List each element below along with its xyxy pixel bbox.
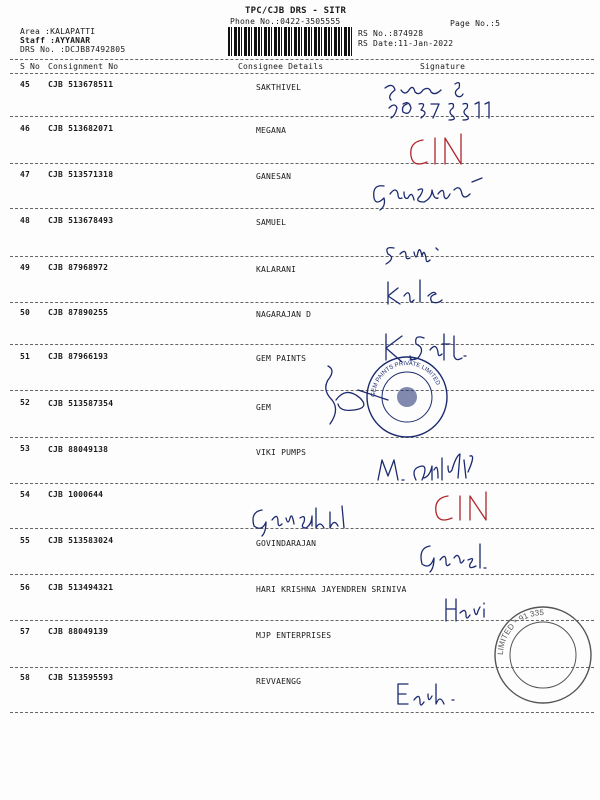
row-divider — [10, 344, 594, 345]
row-divider — [10, 256, 594, 257]
consignment-no: CJB 513587354 — [48, 399, 114, 408]
row-divider — [10, 163, 594, 164]
consignee-name: REVVAENGG — [256, 677, 302, 686]
area-label: Area :KALAPATTI — [20, 27, 96, 36]
consignment-no: CJB 513595593 — [48, 673, 114, 682]
consignment-no: CJB 513682071 — [48, 124, 114, 133]
s-no: 53 — [20, 444, 31, 453]
consignment-no: CJB 513494321 — [48, 583, 114, 592]
consignee-name: GANESAN — [256, 172, 292, 181]
column-header-consignment: Consignment No — [48, 62, 119, 71]
s-no: 57 — [20, 627, 31, 636]
consignment-no: CJB 513583024 — [48, 536, 114, 545]
gem-paints-stamp — [362, 352, 452, 442]
svg-text:GEM PAINTS PRIVATE LIMITED: GEM PAINTS PRIVATE LIMITED — [370, 360, 441, 398]
consignee-name: SAMUEL — [256, 218, 287, 227]
signature-47 — [368, 178, 498, 213]
consignee-name: SAKTHIVEL — [256, 83, 302, 92]
consignee-name: HARI KRISHNA JAYENDREN SRINIVA — [256, 585, 407, 594]
staff-label: Staff :AYYANAR — [20, 36, 91, 45]
signature-48 — [380, 238, 450, 268]
column-header-s-no: S No — [20, 62, 41, 71]
s-no: 56 — [20, 583, 31, 592]
consignee-name: MEGANA — [256, 126, 287, 135]
row-divider — [10, 574, 594, 575]
consignee-name: GEM PAINTS — [256, 354, 307, 363]
column-header-consignee: Consignee Details — [238, 62, 324, 71]
consignee-name: MJP ENTERPRISES — [256, 631, 332, 640]
consignee-name: KALARANI — [256, 265, 297, 274]
signature-53 — [372, 452, 482, 492]
mjp-enterprises-stamp — [488, 600, 598, 710]
column-header-signature: Signature — [420, 62, 466, 71]
s-no: 50 — [20, 308, 31, 317]
header-bottom-rule — [10, 73, 594, 74]
consignment-no: CJB 88049138 — [48, 445, 109, 454]
drs-number: DRS No. :DCJB87492805 — [20, 45, 126, 54]
consignment-no: CJB 513678493 — [48, 216, 114, 225]
s-no: 47 — [20, 170, 31, 179]
consignee-name: VIKI PUMPS — [256, 448, 307, 457]
consignment-no: CJB 87966193 — [48, 352, 109, 361]
s-no: 46 — [20, 124, 31, 133]
row-divider — [10, 483, 594, 484]
signature-45 — [375, 82, 525, 122]
rs-number: RS No.:874928 — [358, 29, 424, 38]
consignee-name: GOVINDARAJAN — [256, 539, 317, 548]
consignment-no: CJB 1000644 — [48, 490, 104, 499]
document-title: TPC/CJB DRS - SITR — [245, 6, 347, 16]
consignment-no: CJB 513571318 — [48, 170, 114, 179]
s-no: 51 — [20, 352, 31, 361]
row-divider — [10, 437, 594, 438]
consignee-name: NAGARAJAN D — [256, 310, 312, 319]
consignee-name: GEM — [256, 403, 272, 412]
consignment-no: CJB 513678511 — [48, 80, 114, 89]
signature-54-cin — [430, 490, 500, 530]
consignment-no: CJB 88049139 — [48, 627, 109, 636]
signature-58 — [392, 680, 482, 710]
row-divider — [10, 208, 594, 209]
row-divider — [10, 712, 594, 713]
signature-55 — [414, 540, 504, 580]
s-no: 48 — [20, 216, 31, 225]
rs-date: RS Date:11-Jan-2022 — [358, 39, 454, 48]
s-no: 45 — [20, 80, 31, 89]
s-no: 55 — [20, 536, 31, 545]
signature-54-name — [248, 502, 358, 542]
row-divider — [10, 302, 594, 303]
barcode — [228, 27, 352, 56]
s-no: 52 — [20, 398, 31, 407]
page-number: Page No.:5 — [450, 19, 501, 28]
row-divider — [10, 390, 594, 391]
consignment-no: CJB 87968972 — [48, 263, 109, 272]
s-no: 54 — [20, 490, 31, 499]
phone-number: Phone No.:0422-3505555 — [230, 17, 341, 26]
signature-49 — [380, 278, 450, 308]
consignment-no: CJB 87890255 — [48, 308, 109, 317]
s-no: 49 — [20, 263, 31, 272]
svg-text:LIMITED * 91 335: LIMITED * 91 335 — [495, 607, 545, 656]
header-top-rule — [10, 59, 594, 60]
s-no: 58 — [20, 673, 31, 682]
signature-46 — [405, 134, 475, 174]
